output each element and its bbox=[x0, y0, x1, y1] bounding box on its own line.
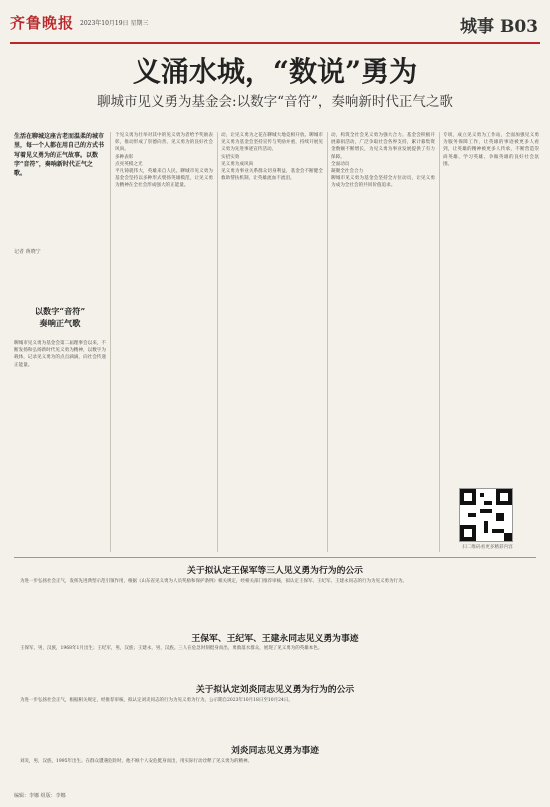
column-divider bbox=[439, 132, 440, 552]
qr-code[interactable] bbox=[459, 488, 513, 542]
notice-body-2: 王保军，男，汉族，1968年1月出生；王纪军，男，汉族；王建永，男，汉族。三人在危急时刻挺身而出，勇救落水群众，展现了见义勇为的英雄本色。 bbox=[20, 646, 323, 651]
section-divider bbox=[14, 557, 536, 558]
notice-body-3: 为进一步弘扬社会正气，根据相关规定，经推荐审核，拟认定刘炎同志的行为为见义勇为行为。公示期自2023年10月18日至10月24日。 bbox=[20, 698, 293, 703]
article-column-4: 动，构筑全社会见义勇为强大合力。基金会积极开展募捐活动，广泛争取社会各界支持，累计募集资金数额不断增长，为见义勇为事业发展提供了有力保障。 全面动员 凝聚全社会合力 聊城市见义勇为基金会坚持全方位动员，让见义勇为成为全社会的共同价值追求。 bbox=[331, 133, 435, 189]
article-column-5: 专项，成立见义勇为工作站，全面加强见义勇为服务保障工作，让英雄的事迹被更多人看到，让英雄的精神被更多人传承，不断营造崇尚英雄、学习英雄、争做英雄的良好社会氛围。 bbox=[443, 133, 539, 167]
column-divider bbox=[110, 132, 111, 552]
page-footer: 编辑：李娜 组版：李娜 bbox=[14, 793, 66, 799]
subheadline: 聊城市见义勇为基金会:以数字“音符”，奏响新时代正气之歌 bbox=[97, 94, 453, 110]
notice-title-1: 关于拟认定王保军等三人见义勇为行为的公示 bbox=[187, 566, 363, 576]
notice-title-3: 关于拟认定刘炎同志见义勇为行为的公示 bbox=[195, 685, 355, 695]
article-column-2: 个见义勇为壮举对其中的见义勇为者给予奖励表彰，推动形成了崇德向善、见义勇为的良好社会风尚。 多种表彰 点亮英模之光 平凡铸就伟大，英雄来自人民。聊城市见义勇为基金会坚持以多种形式褒扬英雄模范，让见义勇为精神在全社会形成强大的正能量。 bbox=[115, 133, 213, 189]
notice-title-2: 王保军、王纪军、王建永同志见义勇为事迹 bbox=[191, 634, 359, 644]
qr-caption: 扫二维码看更多精彩内容 bbox=[462, 545, 513, 550]
byline: 记者 蒋晓宁 bbox=[14, 249, 41, 255]
headline: 义涌水城，“数说”勇为 bbox=[132, 55, 418, 88]
column-subtitle: 以数字“音符” 奏响正气歌 bbox=[34, 306, 86, 328]
article-column-3: 动，让见义勇为之花在聊城大地竞相开放。聊城市见义勇为基金会坚持宣传与奖励并重，持续开展见义勇为先进事迹宣传活动。 实招实效 见义勇为成风尚 见义勇为事业关系群众切身利益，基金会不断健全救助帮扶机制，让英雄流血不流泪。 bbox=[221, 133, 323, 182]
qr-code-icon bbox=[460, 489, 512, 541]
column-divider bbox=[217, 132, 218, 552]
notice-body-4: 刘炎，男，汉族，1995年出生。在群众遭遇危险时，他不顾个人安危挺身而出，用实际行动诠释了见义勇为的精神。 bbox=[20, 759, 252, 764]
notice-title-4: 刘炎同志见义勇为事迹 bbox=[231, 746, 319, 756]
issue-date: 2023年10月19日 星期三 bbox=[80, 20, 149, 27]
article-column-1: 聊城市见义勇为基金会第二届理事会以来，不断发扬和弘扬新时代见义勇为精神，以数字为载体，记录见义勇为的点点滴滴，向社会传递正能量。 bbox=[14, 341, 106, 368]
section-label: 城事 B03 bbox=[460, 17, 538, 37]
notice-body-1: 为进一步弘扬社会正气，发挥先进典型示范引领作用，根据《山东省见义勇为人员奖励和保护条例》相关规定，经相关部门推荐审核，拟认定王保军、王纪军、王建永同志的行为为见义勇为行为。 bbox=[20, 579, 407, 584]
lead-paragraph: 生活在聊城这座古老而温柔的城市里，每一个人都在用自己的方式书写着见义勇为的正气故事。以数字“音符”，奏响新时代正气之歌。 bbox=[14, 133, 105, 178]
masthead-logo: 齐鲁晚报 bbox=[10, 14, 75, 32]
column-divider bbox=[327, 132, 328, 552]
